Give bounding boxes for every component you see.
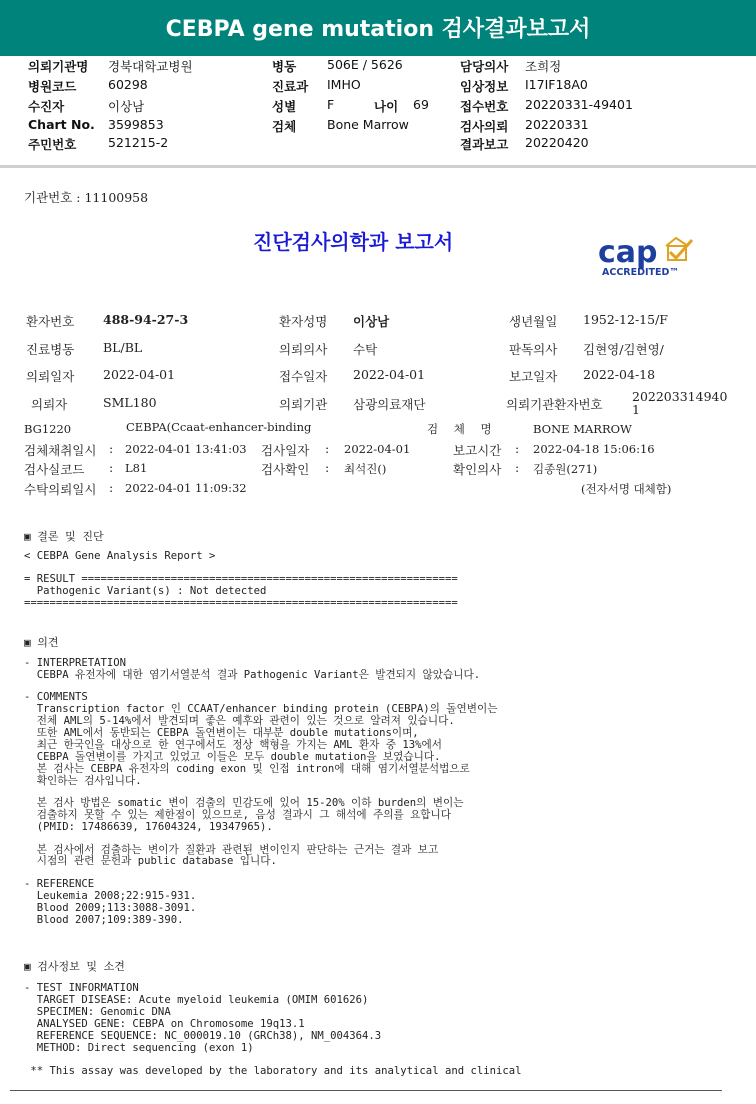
label-physician: 담당의사 [460,59,509,74]
testinfo-line [24,1054,521,1065]
val-birthdate: 1952-12-15/F [583,312,668,327]
label-specimen: 검체 [272,119,297,134]
opinion-line: 또한 AML에서 동반되는 CEBPA 돌연변이는 대부분 double mutations이며, [24,727,419,740]
opinion-line: 본 검사는 CEBPA 유전자의 coding exon 및 인접 intron에 대해 염기서열분석법으로 [24,762,470,775]
key-reading-doctor: 판독의사 [509,342,558,357]
val-patient-name: 이상남 [353,314,390,329]
key-requester: 의뢰자 [31,397,68,412]
opinion-line [24,868,497,879]
specimen-value: BONE MARROW [533,422,632,436]
value-department: IMHO [327,77,361,92]
key-collection-time: 검체채취일시 [24,443,97,458]
val-collection-time: 2022-04-01 13:41:03 [125,442,247,456]
testinfo-line: TARGET DISEASE: Acute myeloid leukemia (OMIM 601626) [24,994,369,1006]
val-ordering-doctor: 수탁 [353,342,378,357]
val-lab-code: L81 [125,461,148,475]
opinion-line: (PMID: 17486639, 17604324, 19347965). [24,821,273,834]
colon: : [109,460,114,475]
opinion-line: Blood 2007;109:389-390. [24,913,184,926]
svg-text:cap: cap [598,235,658,270]
label-test-request: 검사의뢰 [460,119,509,134]
val-confirm-doctor: 김종원(271) [533,462,598,476]
val-report-date: 2022-04-18 [583,367,656,382]
val-patient-no: 488-94-27-3 [103,312,189,327]
testinfo-line: ANALYSED GENE: CEBPA on Chromosome 19q13.1 [24,1018,305,1030]
val-receipt-date: 2022-04-01 [353,367,426,382]
opinion-line: Blood 2009;113:3088-3091. [24,901,197,914]
signature-note: (전자서명 대체함) [581,482,672,496]
value-chart-no: 3599853 [108,117,164,132]
val-report-time: 2022-04-18 15:06:16 [533,442,655,456]
label-requester-institution: 의뢰기관명 [28,59,89,74]
test-name: CEBPA(Ccaat-enhancer-binding [126,420,312,434]
val-requester: SML180 [103,395,157,410]
label-receipt-no: 접수번호 [460,99,509,114]
opinion-line: Transcription factor 인 CCAAT/enhancer binding protein (CEBPA)의 돌연변이는 [24,703,498,716]
val-reading-doctor: 김현영/김현영/ [583,342,664,357]
colon: : [515,441,520,456]
test-code: BG1220 [24,422,72,436]
opinion-line: - REFERENCE [24,877,95,890]
conclusion-line [24,562,458,573]
opinion-line: 시점의 관련 문헌과 public database 입니다. [24,855,277,868]
key-report-time: 보고시간 [453,443,502,458]
opinion-header: ▣ 의견 [24,636,59,649]
opinion-line [24,682,497,693]
testinfo-line: REFERENCE SEQUENCE: NC_000019.10 (GRCh38), NM_004364.3 [24,1030,382,1042]
testinfo-body [24,982,521,1077]
colon: : [325,460,330,475]
value-requester-institution: 경북대학교병원 [108,59,193,74]
colon: : [109,480,114,495]
value-age: 69 [413,97,429,112]
val-requesting-institution: 삼광의료재단 [353,397,426,412]
value-test-request: 20220331 [525,117,589,132]
specimen-label: 검 체 명 [427,422,498,436]
label-patient: 수진자 [28,99,65,114]
value-patient: 이상남 [108,99,145,114]
opinion-line: - COMMENTS [24,691,88,704]
page-title: CEBPA gene mutation 검사결과보고서 [165,17,591,42]
institution-number: 기관번호 : 11100958 [24,190,149,205]
opinion-line: 확인하는 검사입니다. [24,774,142,787]
opinion-line: CEBPA 유전자에 대한 염기서열분석 결과 Pathogenic Variant은 발견되지 않았습니다. [24,668,481,681]
report-title: 진단검사의학과 보고서 [253,230,454,254]
svg-text:ACCREDITED™: ACCREDITED™ [602,267,679,278]
testinfo-line: - TEST INFORMATION [24,982,139,994]
conclusion-header: ▣ 결론 및 진단 [24,530,104,543]
value-clinical-info: I17IF18A0 [525,77,588,92]
conclusion-line: = RESULT =========================================================== [24,572,458,585]
conclusion-line: < CEBPA Gene Analysis Report > [24,550,216,562]
key-confirm-doctor: 확인의사 [453,462,502,477]
val-institution-patient-no-cont: 1 [632,402,640,417]
label-hospital-code: 병원코드 [28,79,77,94]
label-chart-no: Chart No. [28,117,95,132]
cap-logo-icon [596,232,708,280]
opinion-line: 전체 AML의 5-14%에서 발견되며 좋은 예후와 관련이 있는 것으로 알려져 있습니다. [24,715,455,728]
cap-accredited-logo [596,232,708,280]
value-resident-no: 521215-2 [108,135,169,150]
key-outsourced-time: 수탁의뢰일시 [24,482,97,497]
val-outsourced-time: 2022-04-01 11:09:32 [125,481,247,495]
testinfo-line: ** This assay was developed by the laboratory and its analytical and clinical [24,1064,522,1077]
value-result-report: 20220420 [525,135,589,150]
key-institution-patient-no: 의뢰기관환자번호 [506,397,603,412]
val-test-confirm: 최석진() [344,462,387,476]
value-sex: F [327,97,335,112]
key-test-confirm: 검사확인 [261,462,310,477]
label-clinical-info: 임상정보 [460,79,509,94]
key-order-date: 의뢰일자 [26,369,75,384]
opinion-line: CEBPA 돌연변이를 가지고 있었고 이들은 모두 double mutation을 보였습니다. [24,750,441,763]
key-receipt-date: 접수일자 [279,369,328,384]
header-divider [0,165,756,168]
opinion-body [24,658,497,927]
value-receipt-no: 20220331-49401 [525,97,633,112]
opinion-line: 최근 한국인을 대상으로 한 연구에서도 정상 핵형을 가지는 AML 환자 중 13%에서 [24,739,442,752]
label-department: 진료과 [272,79,309,94]
val-test-date: 2022-04-01 [344,442,411,456]
key-requesting-institution: 의뢰기관 [279,397,328,412]
conclusion-line: ==================================================================== [24,597,458,610]
testinfo-line: SPECIMEN: Genomic DNA [24,1006,171,1018]
value-hospital-code: 60298 [108,77,148,92]
val-institution-patient-no: 202203314940 [632,389,728,404]
opinion-line: 본 검사에서 검출하는 변이가 질환과 관련된 변이인지 판단하는 근거는 결과 보고 [24,843,439,856]
key-patient-no: 환자번호 [26,314,75,329]
key-patient-name: 환자성명 [279,314,328,329]
key-ordering-doctor: 의뢰의사 [279,342,328,357]
value-physician: 조희정 [525,59,562,74]
opinion-line [24,834,497,845]
testinfo-header: ▣ 검사정보 및 소견 [24,960,125,973]
colon: : [109,441,114,456]
opinion-line: 본 검사 방법은 somatic 변이 검출의 민감도에 있어 15-20% 이하 burden의 변이는 [24,797,464,810]
key-ward: 진료병동 [26,342,75,357]
bottom-divider [10,1090,722,1091]
opinion-line: - INTERPRETATION [24,657,127,669]
val-ward: BL/BL [103,340,143,355]
title-bar [0,0,756,56]
testinfo-line: METHOD: Direct sequencing (exon 1) [24,1042,254,1054]
opinion-line: Leukemia 2008;22:915-931. [24,889,197,902]
colon: : [515,460,520,475]
conclusion-line: Pathogenic Variant(s) : Not detected [24,585,267,597]
label-sex: 성별 [272,99,297,114]
key-test-date: 검사일자 [261,443,310,458]
colon: : [325,441,330,456]
conclusion-body [24,550,458,609]
key-report-date: 보고일자 [509,369,558,384]
label-resident-no: 주민번호 [28,137,77,152]
label-ward: 병동 [272,59,297,74]
key-lab-code: 검사실코드 [24,462,85,477]
label-result-report: 결과보고 [460,137,509,152]
label-age: 나이 [374,99,399,114]
key-birthdate: 생년월일 [509,314,558,329]
value-specimen: Bone Marrow [327,117,409,132]
value-ward: 506E / 5626 [327,57,403,72]
val-order-date: 2022-04-01 [103,367,176,382]
opinion-line: 검출하지 못할 수 있는 제한점이 있으므로, 음성 결과시 그 해석에 주의를 요합니다 [24,809,451,822]
